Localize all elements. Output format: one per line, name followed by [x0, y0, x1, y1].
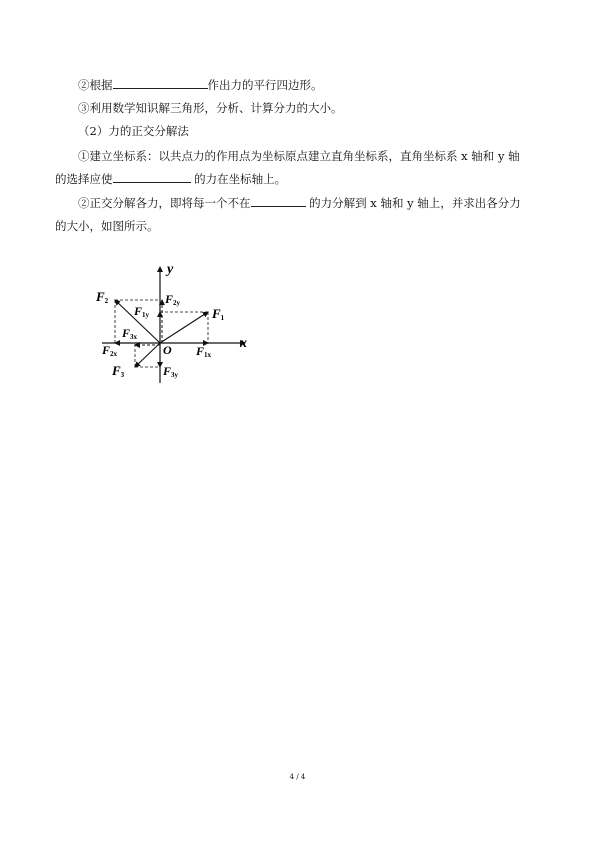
orth-step-2-cont: 的大小，如图所示。 [55, 219, 159, 233]
step-2-before: ②根据 [78, 78, 113, 92]
orth-step-2-before: ②正交分解各力，即将每一个不在 [78, 196, 251, 210]
force-f3-arrow [135, 343, 160, 367]
label-f3y: F3y [163, 364, 179, 379]
force-decomposition-diagram [90, 255, 260, 385]
fill-blank-3[interactable] [251, 195, 306, 207]
step-2-line [78, 77, 323, 93]
label-f2: F2 [96, 289, 109, 305]
origin-label: O [163, 343, 172, 357]
label-f1x: F1x [196, 344, 212, 359]
page-number: 4 / 4 [289, 773, 306, 781]
x-axis-label: x [240, 336, 247, 351]
label-f3x: F3x [122, 326, 138, 341]
fill-blank-2[interactable] [113, 171, 191, 183]
orth-step-2-line [78, 195, 521, 211]
step-2-after: 作出力的平行四边形。 [207, 78, 323, 92]
orth-step-1-line: ①建立坐标系：以共点力的作用点为坐标原点建立直角坐标系，直角坐标系 x 轴和 y 轴 [78, 149, 520, 163]
orth-step-2-after: 的力分解到 x 轴和 y 轴上，并求出各分力 [305, 196, 521, 210]
label-f3: F3 [112, 363, 125, 379]
label-f1: F1 [212, 306, 225, 322]
y-axis-label: y [167, 262, 174, 277]
orth-step-1-cont [55, 171, 286, 187]
orth-step-1-before: 的选择应使 [55, 172, 113, 186]
force-f1-arrow [160, 312, 208, 343]
label-f1y: F1y [134, 304, 150, 319]
label-f2y: F2y [165, 292, 181, 307]
section-heading: （2）力的正交分解法 [78, 124, 189, 138]
fill-blank-1[interactable] [113, 77, 208, 89]
label-f2x: F2x [102, 343, 118, 358]
orth-step-1-after: 的力在坐标轴上。 [190, 172, 287, 186]
step-3-line: ③利用数学知识解三角形，分析、计算分力的大小。 [78, 101, 343, 115]
